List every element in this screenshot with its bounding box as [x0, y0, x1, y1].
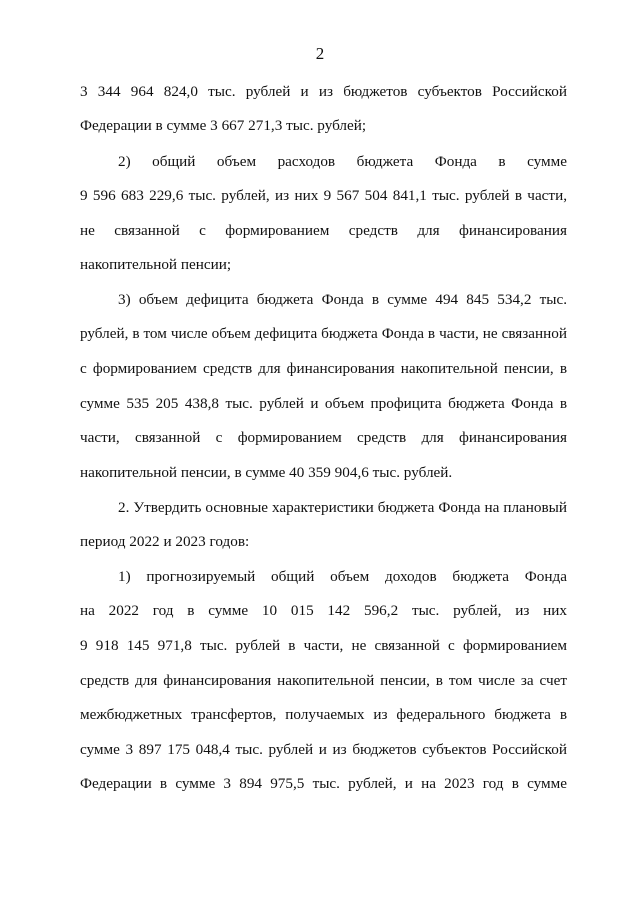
page-number: 2 [315, 44, 325, 63]
text-line: межбюджетных трансфертов, получаемых из федерального бюджета в [80, 706, 567, 723]
text-line: на 2022 год в сумме 10 015 142 596,2 тыс. рублей, из них [80, 602, 567, 619]
text-line: 3) объем дефицита бюджета Фонда в сумме 494 845 534,2 тыс. [118, 291, 567, 308]
text-line: 1) прогнозируемый общий объем доходов бюджета Фонда [118, 568, 567, 585]
text-line: Федерации в сумме 3 894 975,5 тыс. рублей, и на 2023 год в сумме [80, 775, 567, 792]
text-line: период 2022 и 2023 годов: [80, 533, 250, 550]
text-line: не связанной с формированием средств для финансирования [80, 222, 567, 239]
text-line: 2. Утвердить основные характеристики бюджета Фонда на плановый [118, 499, 567, 516]
text-line: Федерации в сумме 3 667 271,3 тыс. рублей; [80, 117, 367, 134]
text-line: 9 918 145 971,8 тыс. рублей в части, не связанной с формированием [80, 637, 567, 654]
text-line: рублей, в том числе объем дефицита бюджета Фонда в части, не связанной [80, 325, 567, 342]
text-line: части, связанной с формированием средств для финансирования [80, 429, 567, 446]
text-line: 9 596 683 229,6 тыс. рублей, из них 9 567 504 841,1 тыс. рублей в части, [80, 187, 567, 204]
text-line: накопительной пенсии; [80, 256, 232, 273]
text-line: средств для финансирования накопительной пенсии, в том числе за счет [80, 672, 567, 689]
text-line: с формированием средств для финансирования накопительной пенсии, в [80, 360, 567, 377]
text-line: 2) общий объем расходов бюджета Фонда в сумме [118, 153, 567, 170]
text-line: накопительной пенсии, в сумме 40 359 904,6 тыс. рублей. [80, 464, 453, 481]
text-line: сумме 3 897 175 048,4 тыс. рублей и из бюджетов субъектов Российской [80, 741, 567, 758]
text-line: 3 344 964 824,0 тыс. рублей и из бюджетов субъектов Российской [80, 83, 567, 100]
text-line: сумме 535 205 438,8 тыс. рублей и объем профицита бюджета Фонда в [80, 395, 567, 412]
